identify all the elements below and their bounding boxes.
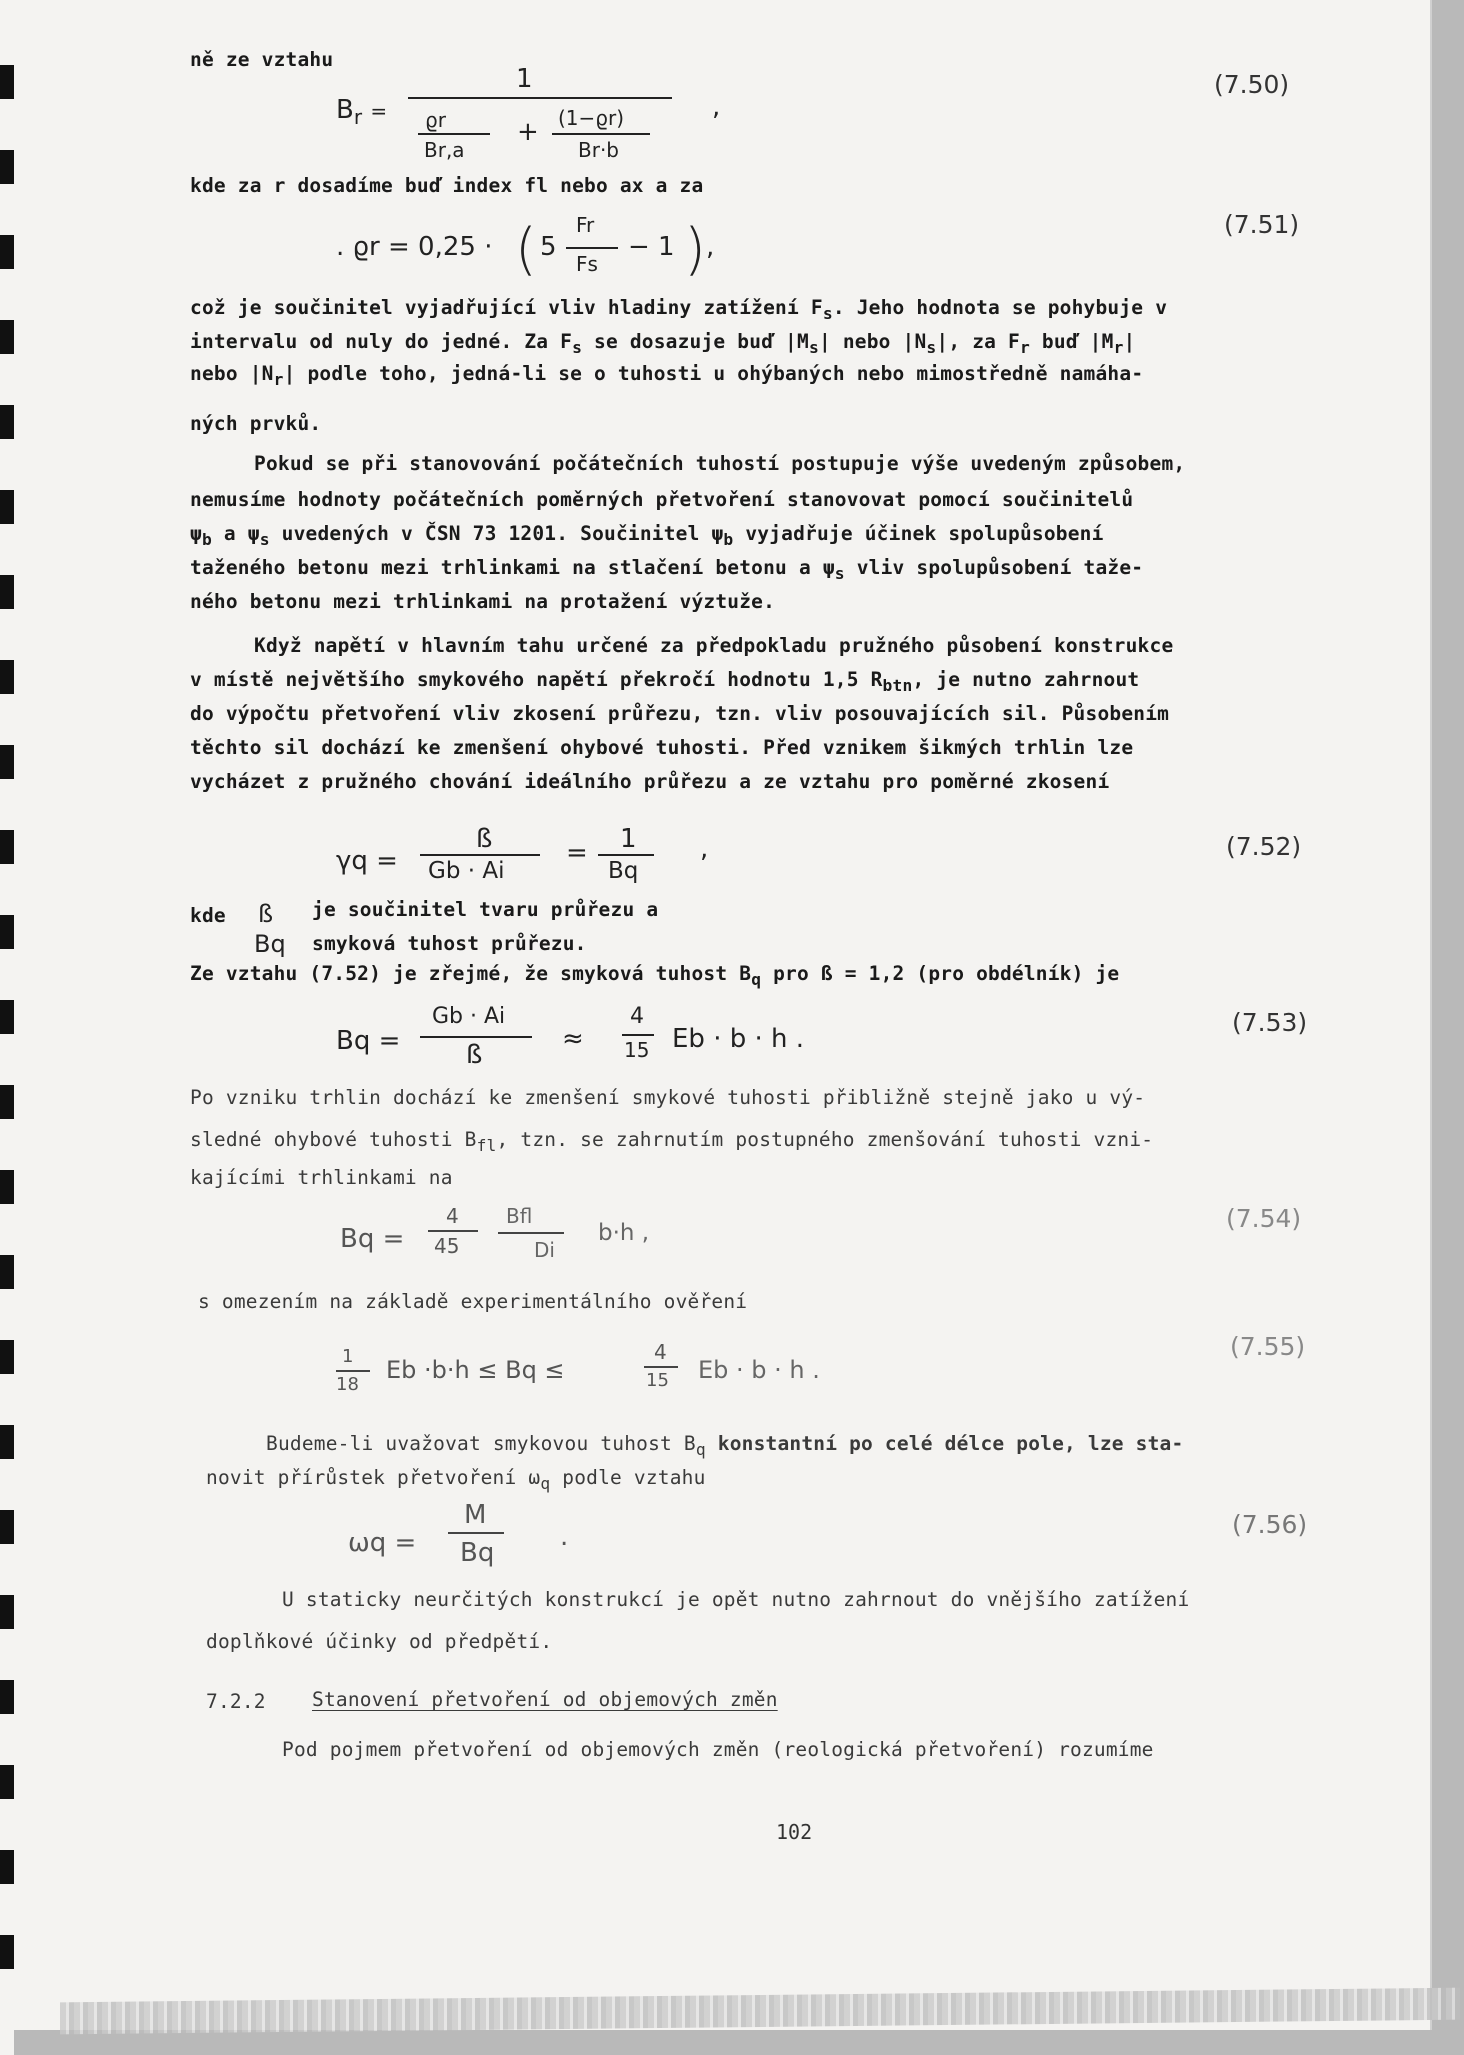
fraction-denominator: Fs	[576, 252, 598, 276]
binding-ring	[0, 1510, 14, 1544]
text-line: což je součinitel vyjadřující vliv hladiny zatížení $F_s$. Jeho hodnota se pohybuje v	[190, 296, 1168, 323]
fraction-denominator: 45	[434, 1234, 460, 1258]
text-line: Když napětí v hlavním tahu určené za předpokladu pružného působení konstrukce	[254, 634, 1174, 657]
punctuation: ,	[700, 834, 709, 864]
binding-ring	[0, 1255, 14, 1289]
fraction-numerator: M	[464, 1500, 487, 1530]
fraction-denominator: ß	[466, 1040, 483, 1070]
fraction-numerator: 4	[446, 1204, 459, 1228]
fraction-bar	[448, 1532, 504, 1534]
page-number: 102	[776, 1820, 813, 1844]
fraction-denominator: Br·b	[578, 138, 619, 162]
fraction-numerator: 1	[516, 64, 533, 94]
equation-number: (7.50)	[1214, 70, 1290, 99]
fraction-denominator: Bq	[608, 858, 639, 884]
binding-ring	[0, 745, 14, 779]
fraction-bar	[336, 1370, 370, 1372]
fraction-denominator: 15	[624, 1038, 650, 1062]
fraction-bar	[644, 1366, 678, 1368]
text-line: kajícími trhlinkami na	[190, 1166, 453, 1189]
fraction-numerator: 4	[654, 1340, 667, 1364]
binding-ring	[0, 235, 14, 269]
text-line: Po vzniku trhlin dochází ke zmenšení smykové tuhosti přibližně stejně jako u vý-	[190, 1086, 1146, 1109]
fraction-denominator: 18	[336, 1374, 359, 1395]
text-line: novit přírůstek přetvoření $\omega_q$ podle vztahu	[206, 1466, 706, 1493]
binding-ring	[0, 1000, 14, 1034]
binding-ring	[0, 660, 14, 694]
binding-ring	[0, 1170, 14, 1204]
text-line: do výpočtu přetvoření vliv zkosení průřezu, tzn. vliv posouvajících sil. Působením	[190, 702, 1170, 725]
fraction-numerator: ϱr	[425, 108, 446, 132]
binding-ring	[0, 1680, 14, 1714]
fraction-numerator: (1−ϱr)	[558, 106, 625, 130]
fraction-denominator: Gb · Ai	[428, 858, 505, 884]
fraction-denominator: Bq	[460, 1538, 495, 1568]
equation-number: (7.53)	[1232, 1008, 1308, 1037]
fraction-bar	[622, 1034, 654, 1036]
punctuation: ,	[712, 92, 721, 122]
text-line: nebo $|N_r|$ podle toho, jedná-li se o tuhosti u ohýbaných nebo mimostředně namáha-	[190, 362, 1144, 389]
equation-number: (7.56)	[1232, 1510, 1308, 1539]
text-line: U staticky neurčitých konstrukcí je opět nutno zahrnout do vnějšího zatížení	[282, 1588, 1190, 1611]
fraction-numerator: Bfl	[506, 1204, 533, 1228]
text-line: je součinitel tvaru průřezu a	[312, 898, 659, 921]
text-line: nemusíme hodnoty počátečních poměrných přetvoření stanovovat pomocí součinitelů	[190, 488, 1134, 511]
text-line: Pokud se při stanovování počátečních tuhostí postupuje výše uvedeným způsobem,	[254, 452, 1186, 475]
fraction-bar	[598, 854, 654, 856]
fraction-numerator: Fr	[576, 213, 595, 237]
fraction-bar	[498, 1232, 564, 1234]
text-line: ných prvků.	[190, 412, 322, 435]
binding-ring	[0, 575, 14, 609]
text-line: s omezením na základě experimentálního ověření	[198, 1290, 748, 1313]
equation-7-51: . ϱr = 0,25 ·	[336, 232, 493, 262]
equation-number: (7.52)	[1226, 832, 1302, 861]
fraction-bar	[420, 1036, 532, 1038]
punctuation: .	[560, 1522, 569, 1552]
section-number: 7.2.2	[206, 1690, 266, 1713]
equation-7-52: γq =	[336, 846, 398, 876]
equation-number: (7.54)	[1226, 1204, 1302, 1233]
bracket-right: )	[684, 217, 706, 282]
text-line: $\psi_b$ a $\psi_s$ uvedených v ČSN 73 1201. Součinitel $\psi_b$ vyjadřuje účinek spolupůsobení	[190, 522, 1104, 549]
binding-ring	[0, 150, 14, 184]
binding-ring	[0, 1935, 14, 1969]
binding-ring	[0, 1425, 14, 1459]
binding-ring	[0, 65, 14, 99]
equation-7-55: Eb ·b·h ≤ Bq ≤	[386, 1356, 565, 1384]
text-line: kde	[190, 904, 226, 927]
fraction-bar	[418, 133, 490, 135]
fraction-numerator: 4	[630, 1004, 644, 1029]
text-line: těchto sil dochází ke zmenšení ohybové tuhosti. Před vznikem šikmých trhlin lze	[190, 736, 1134, 759]
fraction-bar	[408, 97, 672, 99]
equation-number: (7.55)	[1230, 1332, 1306, 1361]
fraction-denominator: Di	[534, 1238, 555, 1262]
binding-ring	[0, 915, 14, 949]
equation-number: (7.51)	[1224, 210, 1300, 239]
term: Eb · b · h .	[698, 1356, 820, 1384]
binding-ring	[0, 1595, 14, 1629]
fraction-numerator: ß	[476, 824, 493, 854]
binding-ring	[0, 320, 14, 354]
text-line: Budeme-li uvažovat smykovou tuhost $B_q$ konstantní po celé délce pole, lze sta-	[266, 1432, 1184, 1459]
symbol-bq: Bq	[254, 930, 286, 958]
fraction-bar	[428, 1230, 478, 1232]
binding-ring	[0, 490, 14, 524]
fraction-denominator: Br,a	[424, 138, 465, 162]
text-line: ného betonu mezi trhlinkami na protažení výztuže.	[190, 590, 776, 613]
operator: +	[517, 117, 539, 147]
text-line: smyková tuhost průřezu.	[312, 932, 587, 955]
binding-ring	[0, 1765, 14, 1799]
fraction-bar	[552, 133, 650, 135]
text-line: doplňkové účinky od předpětí.	[206, 1630, 553, 1653]
binding-ring	[0, 1850, 14, 1884]
equation-7-56: ωq =	[348, 1528, 417, 1558]
term: b·h ,	[598, 1220, 650, 1246]
operator: =	[566, 838, 588, 868]
fraction-numerator: 1	[342, 1346, 354, 1367]
section-heading: Stanovení přetvoření od objemových změn	[312, 1688, 778, 1711]
equation-7-54: Bq =	[340, 1224, 405, 1254]
text-line: ně ze vztahu	[190, 48, 334, 71]
fraction-denominator: 15	[646, 1370, 669, 1391]
punctuation: ,	[706, 232, 715, 262]
equation-7-50: $B_r$ =	[336, 95, 388, 130]
fraction-bar	[566, 247, 618, 249]
binding-ring	[0, 830, 14, 864]
binding-ring	[0, 405, 14, 439]
operator: ≈	[562, 1024, 584, 1054]
text-line: kde za r dosadíme buď index fl nebo ax a za	[190, 174, 704, 197]
text-line: intervalu od nuly do jedné. Za $F_s$ se dosazuje buď $|M_s|$ nebo $|N_s|$, za $F_r$ buď $|M_r|$	[190, 330, 1136, 357]
text-line: Ze vztahu (7.52) je zřejmé, že smyková tuhost $B_q$ pro ß = 1,2 (pro obdélník) je	[190, 962, 1120, 989]
text-line: taženého betonu mezi trhlinkami na stlačení betonu a $\psi_s$ vliv spolupůsobení tažе-	[190, 556, 1144, 583]
text-line: vycházet z pružného chování ideálního průřezu a ze vztahu pro poměrné zkosení	[190, 770, 1110, 793]
binding-strip	[0, 0, 14, 2055]
equation-7-53: Bq =	[336, 1026, 401, 1056]
text-line: v místě největšího smykového napětí překročí hodnotu 1,5 $R_{btn}$, je nutno zahrnout	[190, 668, 1140, 695]
bracket-left: (	[515, 217, 537, 282]
text-line: Pod pojmem přetvoření od objemových změn (reologická přetvoření) rozumíme	[282, 1738, 1154, 1761]
term: − 1	[628, 232, 675, 262]
fraction-numerator: 1	[620, 824, 637, 854]
binding-ring	[0, 1340, 14, 1374]
term: Eb · b · h .	[672, 1024, 805, 1054]
fraction-bar	[420, 854, 540, 856]
number: 5	[540, 232, 557, 262]
binding-ring	[0, 1085, 14, 1119]
text-line: sledné ohybové tuhosti $B_{fl}$, tzn. se zahrnutím postupného zmenšování tuhosti vzni-	[190, 1128, 1154, 1155]
symbol-beta: ß	[258, 900, 274, 928]
fraction-numerator: Gb · Ai	[432, 1004, 506, 1029]
